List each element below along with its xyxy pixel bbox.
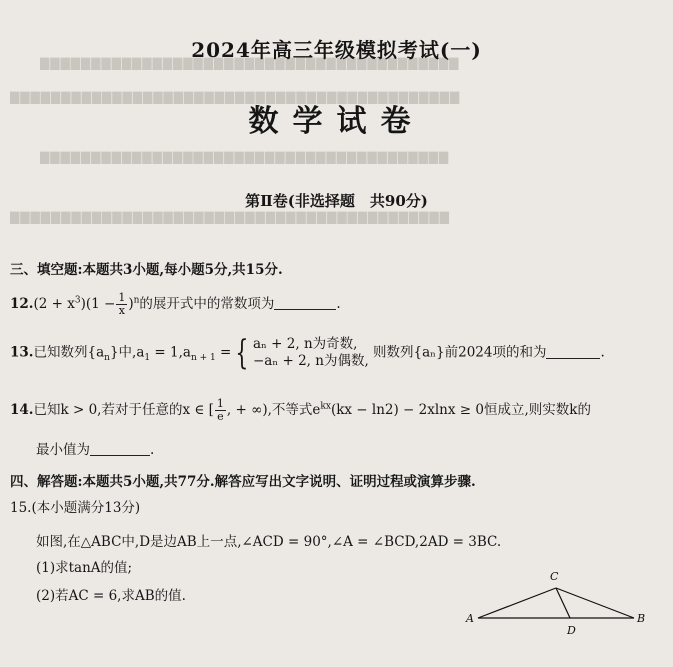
fill-in-heading: 三、填空题:本题共3小题,每小题5分,共15分. xyxy=(10,262,283,278)
q12-exponent-n: n xyxy=(133,295,140,306)
section-title: 第Ⅱ卷(非选择题 共90分) xyxy=(245,192,428,210)
q12-expr: ) xyxy=(128,296,134,312)
q12-exponent: 3 xyxy=(74,295,81,306)
bleed-through-decoration: ▇▇▇▇▇▇▇▇▇▇▇▇▇▇▇▇▇▇▇▇▇▇▇▇▇▇▇▇▇▇▇▇▇▇▇▇▇▇▇▇▇▇▇ xyxy=(10,210,450,224)
q14-text: 已知k > 0,若对于任意的x ∈ [ xyxy=(33,402,214,418)
q14-exponent: kx xyxy=(320,401,331,412)
vertex-label-B: B xyxy=(637,612,646,625)
bleed-through-decoration: ▇▇▇▇▇▇▇▇▇▇▇▇▇▇▇▇▇▇▇▇▇▇▇▇▇▇▇▇▇▇▇▇▇▇▇▇▇▇▇▇▇▇▇▇ xyxy=(10,90,461,104)
q14-text: , + ∞),不等式e xyxy=(226,402,321,418)
q13-subscript: n xyxy=(104,353,110,364)
answer-blank[interactable] xyxy=(274,309,336,310)
answer-heading: 四、解答题:本题共5小题,共77分.解答应写出文字说明、证明过程或演算步骤. xyxy=(10,474,476,490)
question-number: 14. xyxy=(10,402,34,418)
q13-subscript: 1 xyxy=(144,353,151,364)
question-12: $12.(2 + x^3)(1$ − $\frac{1}{x}$ )$^n$的展开式中的常数项为 . xyxy=(10,291,341,317)
vertex-label-A: A xyxy=(466,612,474,625)
bleed-through-decoration: ▇▇▇▇▇▇▇▇▇▇▇▇▇▇▇▇▇▇▇▇▇▇▇▇▇▇▇▇▇▇▇▇▇▇▇▇▇▇▇▇ xyxy=(40,150,450,164)
question-number: 12. xyxy=(10,296,34,312)
piecewise-cases xyxy=(253,336,369,370)
question-number: 13. xyxy=(10,344,34,361)
exam-title: 2024年高三年级模拟考试(一) xyxy=(191,38,482,62)
q13-text: = 1,a xyxy=(150,344,191,361)
fraction-denominator: x xyxy=(118,304,125,317)
case-even: −aₙ + 2, n为偶数, xyxy=(252,353,369,369)
q14-text: (kx − ln2) − 2xlnx ≥ 0恒成立,则实数k的 xyxy=(330,402,591,418)
q12-text: 的展开式中的常数项为 xyxy=(139,296,275,312)
q13-text: = xyxy=(215,344,232,361)
subject-title: 数学试卷 xyxy=(248,104,425,139)
question-15-header: 15.(本小题满分13分) xyxy=(10,500,141,516)
question-13: 13.已知数列$\{a_n\}$中$,a_1 = 1,a_{n + 1}$ = { aₙ + 2, n为奇数, −aₙ + 2, n为偶数, 则数列{aₙ}前2024项的和为 . xyxy=(10,333,605,373)
vertex-label-D: D xyxy=(567,624,576,637)
question-15-stem: 如图,在△ABC中,D是边AB上一点,∠ACD = 90°,∠A = ∠BCD,2AD = 3BC. xyxy=(36,534,502,550)
question-14-line2: 最小值为 . xyxy=(36,442,155,458)
question-15-part2: (2)若AC = 6,求AB的值. xyxy=(36,588,186,604)
left-brace: { xyxy=(235,333,249,373)
q14-fraction xyxy=(215,398,226,423)
question-14 xyxy=(10,398,591,423)
q12-expr: (2 + x xyxy=(33,296,75,312)
q13-text: 则数列{aₙ}前2024项的和为 xyxy=(373,344,547,361)
q13-text: }中,a xyxy=(109,344,145,361)
q13-subscript: n + 1 xyxy=(190,353,216,364)
fraction-numerator: 1 xyxy=(118,291,126,304)
q14-text: 最小值为 xyxy=(36,442,90,458)
triangle-diagram xyxy=(458,566,648,646)
fraction-denominator: e xyxy=(217,410,224,423)
q12-fraction xyxy=(116,292,127,317)
question-15-part1: (1)求tanA的值; xyxy=(36,560,133,576)
fraction-numerator: 1 xyxy=(216,397,224,410)
bleed-through-decoration: ▇▇▇▇▇▇▇▇▇▇▇▇▇▇▇▇▇▇▇▇▇▇▇▇▇▇▇▇▇▇▇▇▇▇▇▇▇▇▇▇▇ xyxy=(40,56,460,70)
segment-AC xyxy=(478,588,556,618)
answer-blank[interactable] xyxy=(90,455,150,456)
answer-blank[interactable] xyxy=(546,358,600,359)
vertex-label-C: C xyxy=(550,570,559,583)
case-odd: aₙ + 2, n为奇数, xyxy=(252,336,358,352)
q13-text: 已知数列{a xyxy=(33,344,105,361)
q12-expr: )(1 − xyxy=(80,296,116,312)
